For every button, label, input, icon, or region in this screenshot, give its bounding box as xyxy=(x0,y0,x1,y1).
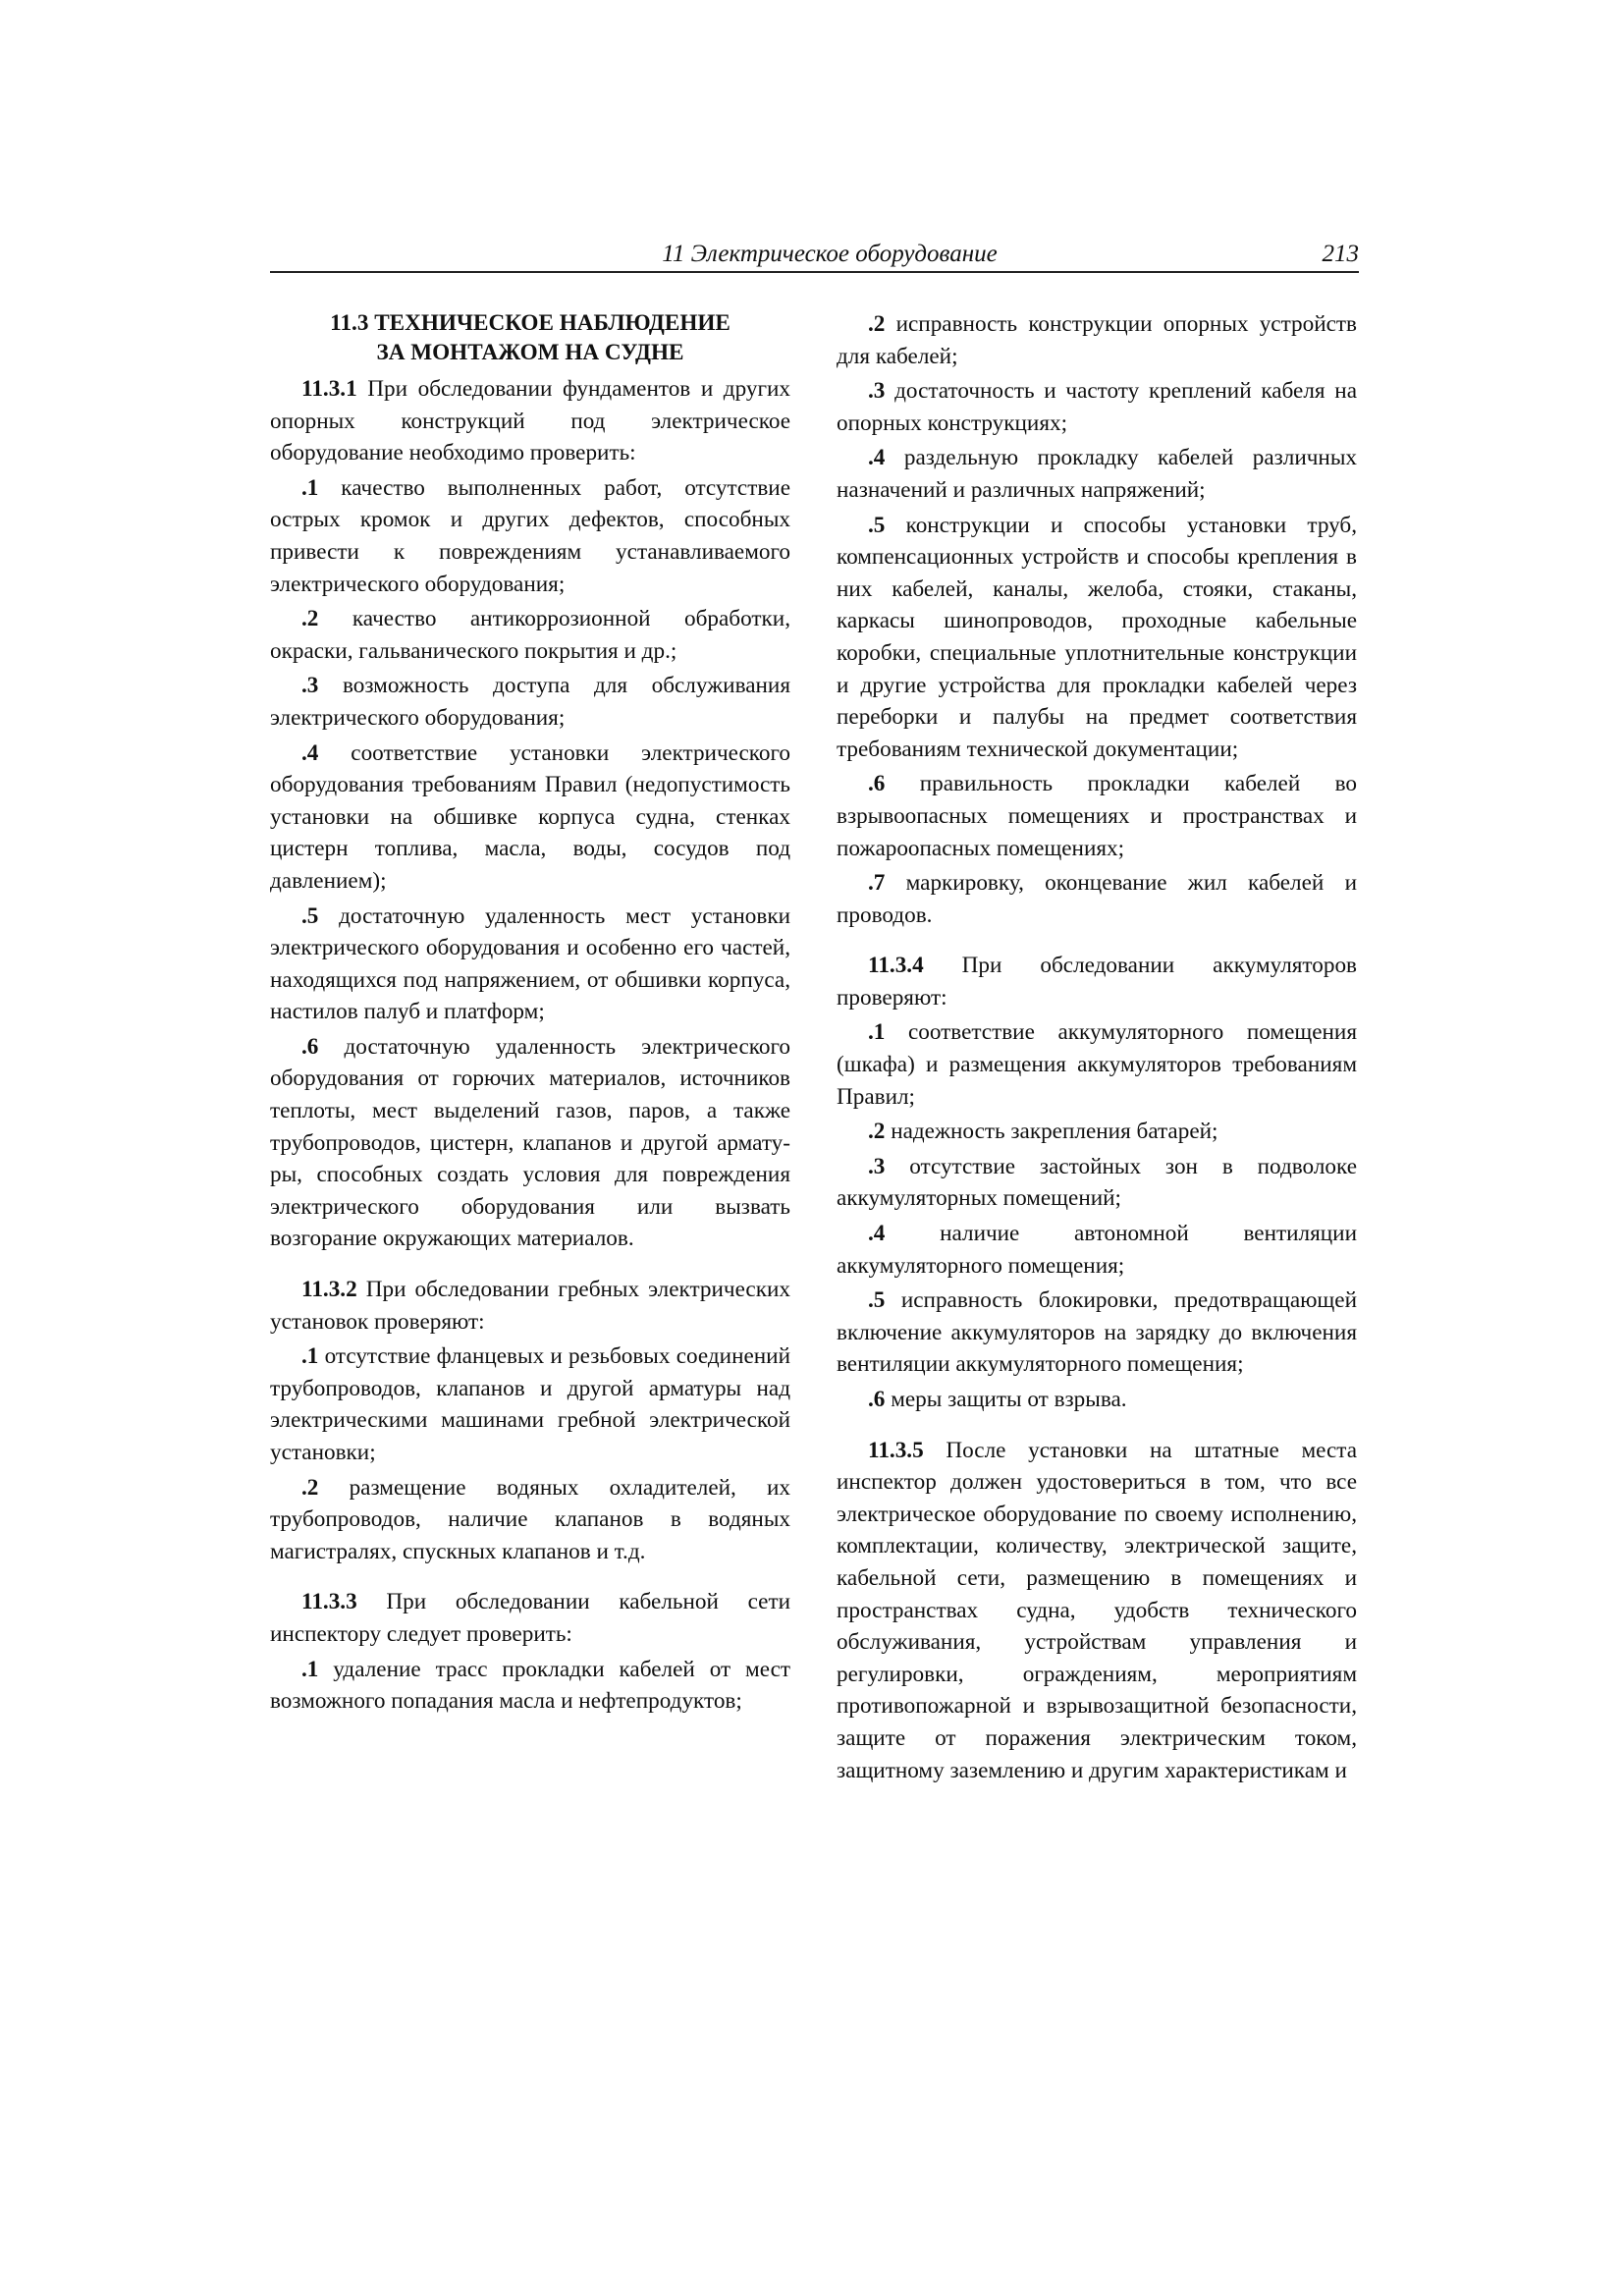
item-text: достаточность и частоту креплений кабеля на опорных конструкциях; xyxy=(837,378,1357,436)
list-item xyxy=(270,603,790,667)
paragraph-text: После установки на штатные места инспектор должен удостовериться в том, что все электрическое оборудование по своему исполнению, комплектации, количеству, электрической защите, кабельной сети, размещению в помещениях и пространствах судна, удобств технического обслуживания, устройствам управления и регулировки, ограждениям, мероприятиям противопожарной и взрывозащитной безопасности, защите от поражения электрическим током, защитному заземлению и другим характеристикам и xyxy=(837,1437,1357,1783)
list-item xyxy=(837,1384,1357,1416)
item-text: маркировку, оконцевание жил кабелей и проводов. xyxy=(837,870,1357,928)
item-number: .2 xyxy=(301,606,319,632)
item-number: .1 xyxy=(868,1019,886,1046)
item-number: .5 xyxy=(868,512,886,538)
list-item xyxy=(837,442,1357,506)
item-text: достаточную удаленность электрического оборудования от горючих материалов, источников теплоты, мест выделений газов, паров, а также трубопроводов, цистерн, клапанов и другой арматуры, способных создать условия для повреждения электрического оборудования или вызвать возгорание окружающих материалов. xyxy=(270,1033,790,1252)
item-text: правильность прокладки кабелей во взрывоопасных помещениях и пространствах и пожароопасных помещениях; xyxy=(837,771,1357,861)
running-header xyxy=(270,240,1359,273)
item-text: возможность доступа для обслуживания электрического оборудования; xyxy=(270,673,790,731)
item-text: отсутствие фланцевых и резьбовых соединений трубопроводов, клапанов и другой арматуры над электрическими машинами гребной электрической установки; xyxy=(270,1343,790,1465)
item-text: наличие автономной вентиляции аккумуляторного помещения; xyxy=(837,1221,1357,1279)
paragraph-11-3-2 xyxy=(270,1274,790,1338)
item-number: .4 xyxy=(301,739,319,766)
section-heading-line-1: 11.3 ТЕХНИЧЕСКОЕ НАБЛЮДЕНИЕ xyxy=(330,310,730,336)
item-text: меры защиты от взрыва. xyxy=(885,1387,1127,1412)
list-item xyxy=(270,670,790,734)
item-number: .3 xyxy=(868,378,886,405)
item-number: .2 xyxy=(301,1474,319,1501)
item-number: .4 xyxy=(868,445,886,471)
section-heading xyxy=(270,308,790,367)
list-item xyxy=(837,510,1357,766)
page-number: 213 xyxy=(1322,241,1359,267)
paragraph-text: При обследовании кабельной сети инспектору следует проверить: xyxy=(270,1589,790,1647)
item-number: .3 xyxy=(301,673,319,699)
paragraph-11-3-3 xyxy=(270,1586,790,1650)
list-item xyxy=(837,308,1357,372)
paragraph-11-3-5 xyxy=(837,1435,1357,1787)
list-item xyxy=(837,1151,1357,1215)
item-text: качество антикоррозионной обработки, окраски, гальванического покрытия и др.; xyxy=(270,606,790,664)
list-item xyxy=(837,867,1357,931)
item-number: .1 xyxy=(301,474,319,501)
list-item xyxy=(837,1016,1357,1113)
list-item xyxy=(270,472,790,600)
list-item xyxy=(837,1116,1357,1148)
paragraph-text: При обследовании аккумуляторов проверяют: xyxy=(837,953,1357,1011)
paragraph-number: 11.3.3 xyxy=(301,1589,357,1615)
list-item xyxy=(270,1031,790,1255)
paragraph-text: При обследовании фундаментов и других опорных конструкций под электрическое оборудование необходимо проверить: xyxy=(270,376,790,466)
item-number: .4 xyxy=(868,1221,886,1247)
item-text: удаление трасс прокладки кабелей от мест возможного попадания масла и нефтепродуктов; xyxy=(270,1656,790,1715)
item-number: .5 xyxy=(301,902,319,929)
list-item xyxy=(837,375,1357,439)
item-text: отсутствие застойных зон в подволоке аккумуляторных помещений; xyxy=(837,1153,1357,1212)
header-title: 11 Электрическое оборудование xyxy=(662,241,998,267)
paragraph-number: 11.3.2 xyxy=(301,1277,357,1303)
item-number: .1 xyxy=(301,1343,319,1370)
item-number: .3 xyxy=(868,1153,886,1179)
item-number: .7 xyxy=(868,870,886,897)
item-number: .2 xyxy=(868,1119,886,1145)
item-text: размещение водяных охладителей, их трубопроводов, наличие клапанов в водяных магистралях, спускных клапанов и т.д. xyxy=(270,1474,790,1564)
list-item xyxy=(270,738,790,898)
list-item xyxy=(270,1654,790,1718)
item-text: исправность блокировки, предотвращающей включение аккумуляторов на зарядку до включения вентиляции аккумуляторного помещения; xyxy=(837,1287,1357,1378)
item-number: .5 xyxy=(868,1287,886,1314)
paragraph-text: При обследовании гребных электрических установок проверяют: xyxy=(270,1277,790,1335)
paragraph-number: 11.3.5 xyxy=(868,1437,924,1463)
section-heading-line-2: ЗА МОНТАЖОМ НА СУДНЕ xyxy=(376,340,684,365)
item-text: соответствие аккумуляторного помещения (шкафа) и размещения аккумуляторов требованиям Правил; xyxy=(837,1019,1357,1110)
list-item xyxy=(837,768,1357,864)
right-column xyxy=(837,308,1357,1786)
item-number: .1 xyxy=(301,1656,319,1682)
item-text: соответствие установки электрического оборудования требованиям Правил (недопустимость установки на обшивке корпуса судна, стенках цистерн топлива, масла, воды, сосудов под давлением); xyxy=(270,739,790,894)
item-number: .2 xyxy=(868,311,886,337)
item-text: исправность конструкции опорных устройств для кабелей; xyxy=(837,311,1357,369)
item-number: .6 xyxy=(868,771,886,797)
paragraph-11-3-4 xyxy=(837,950,1357,1013)
item-text: раздельную прокладку кабелей различных назначений и различных напряжений; xyxy=(837,445,1357,503)
list-item xyxy=(270,901,790,1028)
item-number: .6 xyxy=(868,1387,886,1412)
paragraph-number: 11.3.1 xyxy=(301,376,357,402)
paragraph-number: 11.3.4 xyxy=(868,953,924,979)
left-column xyxy=(270,308,790,1718)
list-item xyxy=(837,1218,1357,1282)
list-item xyxy=(270,1340,790,1468)
item-number: .6 xyxy=(301,1033,319,1060)
item-text: достаточную удаленность мест установки электрического оборудования и особенно его частей, находящихся под напряжением, от обшивки корпуса, настилов палуб и платформ; xyxy=(270,902,790,1025)
list-item xyxy=(270,1472,790,1568)
paragraph-11-3-1 xyxy=(270,373,790,469)
list-item xyxy=(837,1285,1357,1381)
item-text: конструкции и способы установки труб, компенсационных устройств и способы крепления в них кабелей, каналы, желоба, стояки, стаканы, каркасы шинопроводов, проходные кабельные коробки, специальные уплотнительные конструкции и другие устройства для прокладки кабелей через переборки и палубы на предмет соответствия требованиям технической документации; xyxy=(837,512,1357,762)
item-text: качество выполненных работ, отсутствие острых кромок и других дефектов, способных привести к повреждениям устанавливаемого электрического оборудования; xyxy=(270,474,790,597)
item-text: надежность закрепления батарей; xyxy=(885,1119,1218,1145)
